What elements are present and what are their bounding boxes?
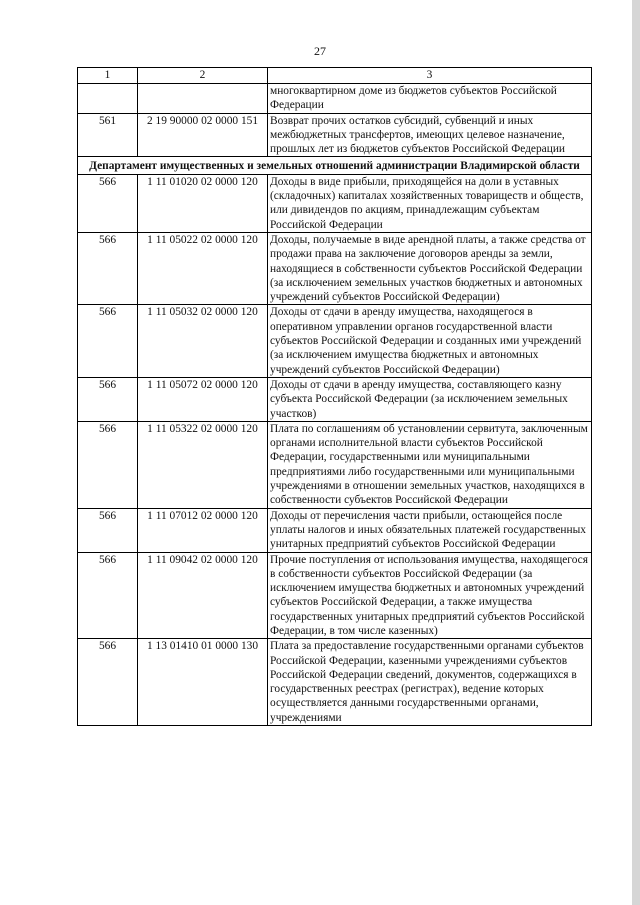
table-row <box>78 377 592 421</box>
table-row <box>78 421 592 508</box>
column-header-1: 1 <box>78 68 138 84</box>
column-header-3: 3 <box>268 68 592 84</box>
page-number: 27 <box>314 44 326 58</box>
revenue-codes-table <box>77 67 592 726</box>
revenue-code-cell: 1 11 07012 02 0000 120 <box>138 508 268 552</box>
revenue-name-cell: Доходы от сдачи в аренду имущества, находящегося в оперативном управлении органов государственной власти субъектов Российской Федерации и созданных ими учреждений (за исключением имущества бюджетных и автономных учреждений субъектов Российской Федерации) <box>268 305 592 377</box>
table-row <box>78 552 592 639</box>
revenue-code-cell <box>138 84 268 114</box>
table-row <box>78 113 592 157</box>
table-row <box>78 232 592 304</box>
table-row <box>78 508 592 552</box>
revenue-name-cell: Прочие поступления от использования имущества, находящегося в собственности субъектов Российской Федерации (за исключением имущества бюджетных и автономных учреждений субъектов Российской Федерации, а также имущества государственных унитарных предприятий субъектов Российской Федерации, в том числе казенных) <box>268 552 592 639</box>
admin-code-cell: 561 <box>78 113 138 157</box>
revenue-name-cell: Доходы в виде прибыли, приходящейся на доли в уставных (складочных) капиталах хозяйственных товариществ и обществ, или дивидендов по акциям, принадлежащим субъектам Российской Федерации <box>268 174 592 232</box>
table-header-row <box>78 68 592 84</box>
admin-code-cell: 566 <box>78 377 138 421</box>
revenue-name-cell: Доходы от перечисления части прибыли, остающейся после уплаты налогов и иных обязательных платежей государственных унитарных предприятий субъектов Российской Федерации <box>268 508 592 552</box>
revenue-code-cell: 1 11 05322 02 0000 120 <box>138 421 268 508</box>
section-heading-row <box>78 157 592 174</box>
table-row <box>78 84 592 114</box>
revenue-code-cell: 1 13 01410 01 0000 130 <box>138 639 268 726</box>
revenue-code-cell: 1 11 05022 02 0000 120 <box>138 232 268 304</box>
admin-code-cell: 566 <box>78 174 138 232</box>
revenue-name-cell: многоквартирном доме из бюджетов субъектов Российской Федерации <box>268 84 592 114</box>
column-header-2: 2 <box>138 68 268 84</box>
revenue-name-cell: Доходы, получаемые в виде арендной платы, а также средства от продажи права на заключение договоров аренды за земли, находящиеся в собственности субъектов Российской Федерации (за исключением земельных участков бюджетных и автономных учреждений субъектов Российской Федерации) <box>268 232 592 304</box>
revenue-code-cell: 1 11 05072 02 0000 120 <box>138 377 268 421</box>
table-row <box>78 639 592 726</box>
revenue-name-cell: Плата за предоставление государственными органами субъектов Российской Федерации, казенными учреждениями субъектов Российской Федерации сведений, документов, содержащихся в государственных реестрах (регистрах), ведение которых осуществляется данными государственными органами, учреждениями <box>268 639 592 726</box>
admin-code-cell: 566 <box>78 232 138 304</box>
admin-code-cell: 566 <box>78 305 138 377</box>
section-title: Департамент имущественных и земельных отношений администрации Владимирской области <box>78 157 592 174</box>
revenue-name-cell: Доходы от сдачи в аренду имущества, составляющего казну субъекта Российской Федерации (за исключением земельных участков) <box>268 377 592 421</box>
revenue-name-cell: Возврат прочих остатков субсидий, субвенций и иных межбюджетных трансфертов, имеющих целевое назначение, прошлых лет из бюджетов субъектов Российской Федерации <box>268 113 592 157</box>
table-row <box>78 305 592 377</box>
admin-code-cell <box>78 84 138 114</box>
table-row <box>78 174 592 232</box>
revenue-code-cell: 1 11 09042 02 0000 120 <box>138 552 268 639</box>
admin-code-cell: 566 <box>78 421 138 508</box>
admin-code-cell: 566 <box>78 639 138 726</box>
admin-code-cell: 566 <box>78 508 138 552</box>
revenue-code-cell: 1 11 01020 02 0000 120 <box>138 174 268 232</box>
scan-edge-shadow <box>632 0 640 905</box>
revenue-code-cell: 1 11 05032 02 0000 120 <box>138 305 268 377</box>
revenue-code-cell: 2 19 90000 02 0000 151 <box>138 113 268 157</box>
revenue-name-cell: Плата по соглашениям об установлении сервитута, заключенным органами исполнительной власти субъектов Российской Федерации, государственными или муниципальными предприятиями либо государственными или муниципальными учреждениями в отношении земельных участков, находящихся в собственности субъектов Российской Федерации <box>268 421 592 508</box>
admin-code-cell: 566 <box>78 552 138 639</box>
